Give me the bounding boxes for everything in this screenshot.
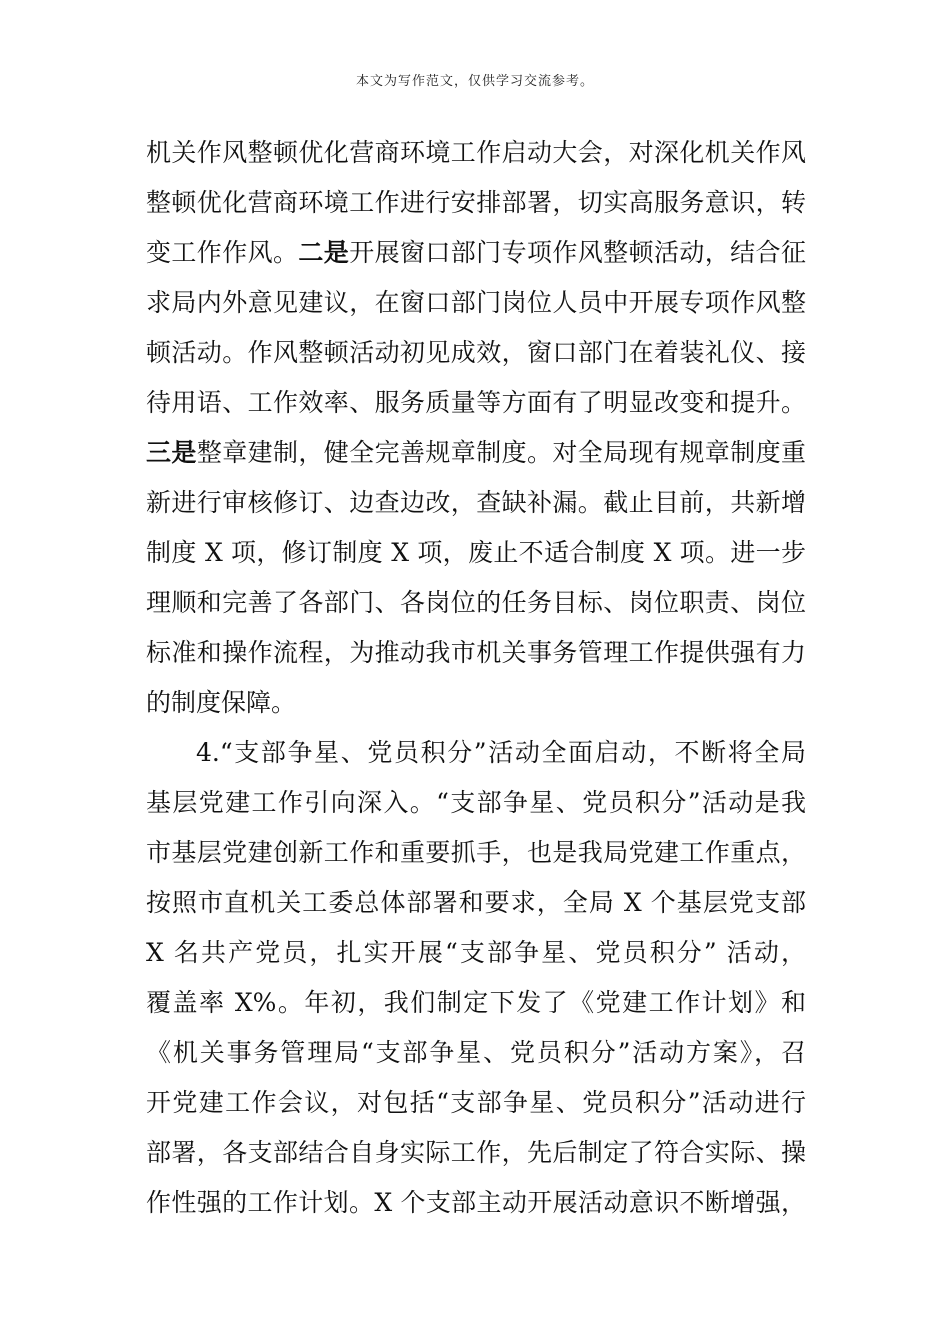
document-body	[146, 128, 806, 1228]
text-line	[146, 578, 806, 628]
text-line	[146, 928, 806, 978]
text-run: 《机关事务管理局“支部争星、党员积分”活动方案》，召	[146, 1038, 806, 1067]
text-run-bold: 三是	[146, 438, 197, 467]
text-line	[146, 278, 806, 328]
text-run: 待用语、工作效率、服务质量等方面有了明显改变和提升。	[146, 388, 806, 417]
text-line	[146, 178, 806, 228]
text-line	[146, 628, 806, 678]
text-run: 标准和操作流程，为推动我市机关事务管理工作提供强有力	[146, 638, 806, 667]
text-run: 按照市直机关工委总体部署和要求，全局 X 个基层党支部	[146, 888, 806, 917]
text-run: 理顺和完善了各部门、各岗位的任务目标、岗位职责、岗位	[146, 588, 806, 617]
text-run: 市基层党建创新工作和重要抓手，也是我局党建工作重点，	[146, 838, 806, 867]
text-run: 顿活动。作风整顿活动初见成效，窗口部门在着装礼仪、接	[146, 338, 806, 367]
text-line	[146, 378, 806, 428]
text-line	[146, 678, 806, 728]
text-line	[146, 1078, 806, 1128]
text-run: 变工作作风。	[146, 238, 299, 267]
header-note: 本文为写作范文，仅供学习交流参考。	[355, 74, 594, 89]
text-run: 的制度保障。	[146, 688, 297, 717]
paragraph-1	[146, 128, 806, 728]
text-run: 4.“支部争星、党员积分”活动全面启动，不断将全局	[196, 738, 806, 767]
text-run: 基层党建工作引向深入。“支部争星、党员积分”活动是我	[146, 788, 806, 817]
text-run: 制度 X 项，修订制度 X 项，废止不适合制度 X 项。进一步	[146, 538, 806, 567]
text-run: 整章建制，健全完善规章制度。对全局现有规章制度重	[196, 438, 806, 467]
text-run: 作性强的工作计划。X 个支部主动开展活动意识不断增强，	[146, 1188, 806, 1217]
text-run-bold: 二是	[298, 238, 350, 267]
text-line	[146, 128, 806, 178]
paragraph-2	[146, 728, 806, 1228]
text-run: 新进行审核修订、边查边改，查缺补漏。截止目前，共新增	[146, 488, 806, 517]
text-run: 开展窗口部门专项作风整顿活动，结合征	[349, 238, 806, 267]
text-run: 机关作风整顿优化营商环境工作启动大会，对深化机关作风	[146, 138, 806, 167]
text-line	[146, 778, 806, 828]
text-line	[146, 878, 806, 928]
text-line	[146, 1178, 806, 1228]
text-line	[146, 1128, 806, 1178]
text-line	[146, 478, 806, 528]
text-line	[146, 528, 806, 578]
text-line	[146, 828, 806, 878]
text-run: 整顿优化营商环境工作进行安排部署，切实高服务意识，转	[146, 188, 806, 217]
text-run: 开党建工作会议，对包括“支部争星、党员积分”活动进行	[146, 1088, 806, 1117]
text-line	[146, 228, 806, 278]
text-run: 部署，各支部结合自身实际工作，先后制定了符合实际、操	[146, 1138, 806, 1167]
text-line	[146, 328, 806, 378]
text-line	[146, 978, 806, 1028]
text-run: 覆盖率 X%。年初，我们制定下发了《党建工作计划》和	[146, 988, 806, 1017]
text-run: X 名共产党员，扎实开展“支部争星、党员积分” 活动，	[146, 938, 806, 967]
text-line	[146, 1028, 806, 1078]
text-run: 求局内外意见建议，在窗口部门岗位人员中开展专项作风整	[146, 288, 806, 317]
text-line	[146, 728, 806, 778]
text-line	[146, 428, 806, 478]
